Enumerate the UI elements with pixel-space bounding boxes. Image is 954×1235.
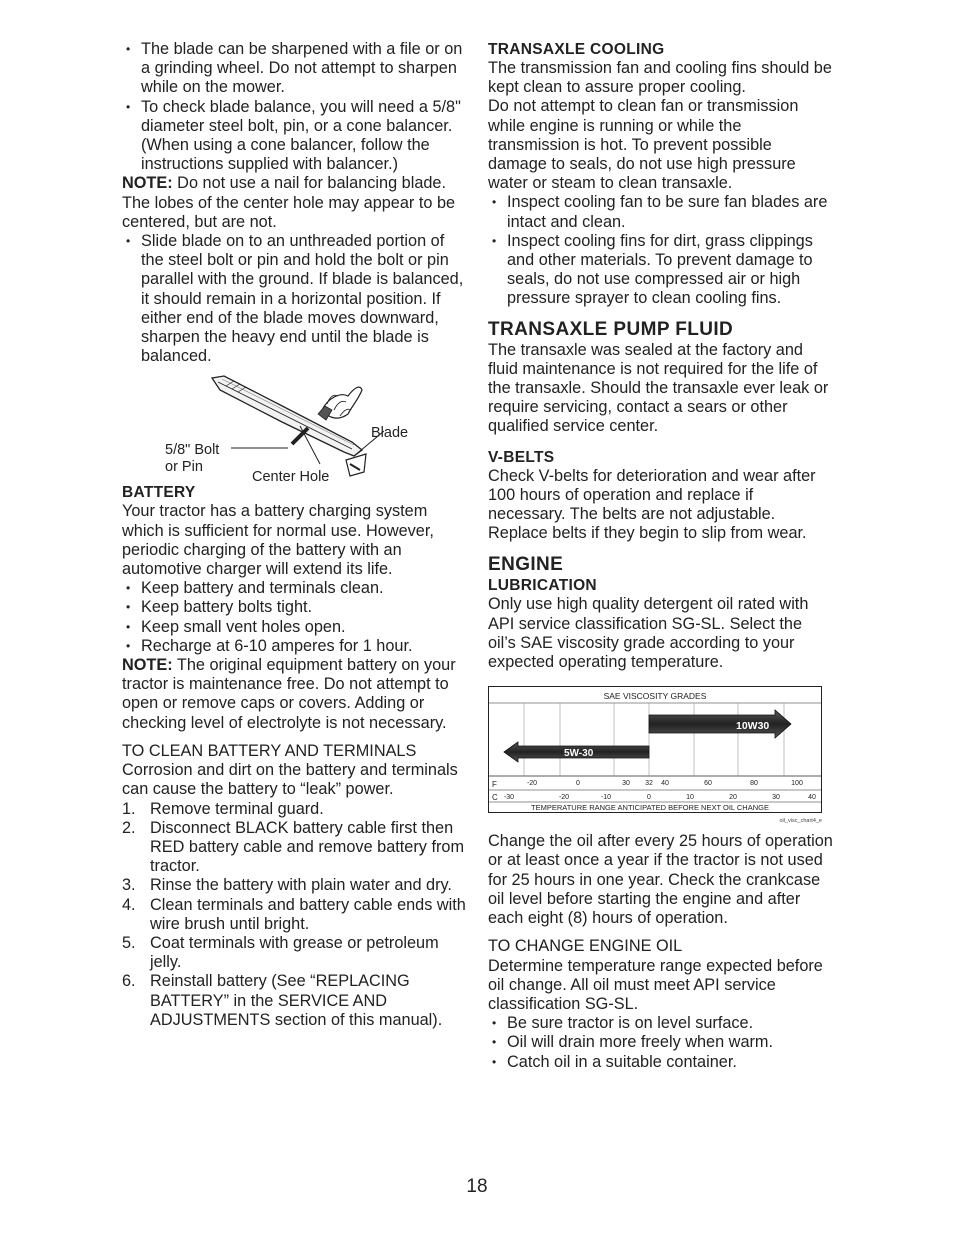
bullet-slide-blade: • Slide blade on to an unthreaded portion of the steel bolt or pin and hold the bolt or pin parallel with the ground. If blade is balanced, it should remain in a horizontal position. If either end of the blade moves downward, sharpen the heavy end until the blade is balanced. [122, 232, 467, 366]
step-number: 3. [122, 876, 136, 895]
note-label: NOTE: [122, 656, 173, 675]
f-tick: -20 [526, 780, 538, 788]
f-tick: 100 [791, 780, 803, 788]
chart-footer: TEMPERATURE RANGE ANTICIPATED BEFORE NEXT OIL CHANGE [531, 803, 769, 813]
c-tick: 40 [808, 794, 816, 802]
blade-illustration [122, 366, 467, 481]
step-number: 6. [122, 972, 136, 991]
clean-step [122, 800, 467, 819]
c-tick: -10 [600, 794, 612, 802]
left-column [122, 40, 467, 1030]
clean-step [122, 972, 467, 1030]
chart-code: oil_visc_chart4_e [779, 818, 822, 825]
battery-bullet: • Keep small vent holes open. [122, 618, 467, 637]
cooling-bullet: • Inspect cooling fan to be sure fan blades are intact and clean. [488, 193, 833, 231]
v-belts-text: Check V-belts for deterioration and wear after 100 hours of operation and replace if necessary. The belts are not adjustable. Replace belts if they begin to slip from wear. [488, 466, 816, 543]
battery-bullet: • Keep battery and terminals clean. [122, 579, 467, 598]
transaxle-cooling-heading: TRANSAXLE COOLING [488, 41, 665, 58]
chart-title: SAE VISCOSITY GRADES [603, 691, 707, 702]
clean-battery-heading: TO CLEAN BATTERY AND TERMINALS [122, 741, 417, 760]
clean-step [122, 896, 467, 934]
note-text: The original equipment battery on your tractor is maintenance free. Do not attempt to open or remove caps or covers. Adding or checking level of electrolyte is not necessary. [122, 656, 456, 732]
cooling-paragraph-2: Do not attempt to clean fan or transmission while engine is running or while the transmission is hot. To prevent possible damage to seals, do not use high pressure water or steam to clean transaxle. [488, 97, 799, 193]
f-tick: 40 [661, 780, 669, 788]
c-tick: 0 [647, 794, 651, 802]
c-tick: 30 [772, 794, 780, 802]
note-balancing [122, 174, 467, 232]
label-pin: or Pin [165, 459, 203, 476]
label-blade: Blade [371, 425, 409, 442]
label-center-hole: Center Hole [252, 469, 330, 482]
oil-change-interval-text: Change the oil after every 25 hours of operation or at least once a year if the tractor is not used for 25 hours in one year. Check the crankcase oil level before starting the engine and after each eight (8) hours of operation. [488, 832, 833, 928]
step-text: Coat terminals with grease or petroleum jelly. [150, 933, 439, 972]
battery-heading: BATTERY [122, 484, 196, 502]
step-number: 4. [122, 895, 136, 914]
engine-heading: ENGINE [488, 554, 564, 576]
battery-text: Your tractor has a battery charging system which is sufficient for normal use. However, periodic charging of the battery with an automotive charger will extend its life. [122, 502, 434, 579]
step-number: 5. [122, 933, 136, 952]
bar-10w30-label: 10W30 [736, 720, 770, 733]
blade-balance-figure [122, 366, 467, 481]
f-tick: 0 [576, 780, 580, 788]
clean-steps-list [122, 800, 467, 1030]
bar-5w30-label: 5W-30 [564, 748, 594, 760]
sae-viscosity-chart [488, 686, 833, 832]
step-number: 2. [122, 818, 136, 837]
oil-bullet: • Catch oil in a suitable container. [488, 1053, 833, 1072]
v-belts-heading: V-BELTS [488, 448, 555, 466]
clean-step [122, 876, 467, 895]
lubrication-heading: LUBRICATION [488, 577, 597, 595]
battery-bullet: • Recharge at 6-10 amperes for 1 hour. [122, 637, 467, 656]
lubrication-text: Only use high quality detergent oil rated with API service classification SG-SL. Select the oil’s SAE viscosity grade according to your expected operating temperature. [488, 595, 809, 672]
step-text: Remove terminal guard. [150, 799, 324, 818]
note-label: NOTE: [122, 174, 173, 193]
f-tick: 32 [645, 780, 653, 788]
pump-fluid-text: The transaxle was sealed at the factory and fluid maintenance is not required for the life of the transaxle. Should the transaxle ever leak or require servicing, contact a sears or other qualified service center. [488, 340, 829, 436]
right-column [488, 40, 833, 1072]
oil-bullet: • Be sure tractor is on level surface. [488, 1014, 833, 1033]
c-tick: 10 [686, 794, 694, 802]
cooling-paragraph-1: The transmission fan and cooling fins should be kept clean to assure proper cooling. [488, 59, 832, 97]
change-oil-text: Determine temperature range expected before oil change. All oil must meet API service classification SG-SL. [488, 956, 823, 1013]
f-tick: 60 [704, 780, 712, 788]
battery-bullet: • Keep battery bolts tight. [122, 598, 467, 617]
step-number: 1. [122, 799, 136, 818]
f-tick: 30 [622, 780, 630, 788]
celsius-label: C [492, 793, 498, 803]
fahrenheit-label: F [492, 780, 497, 790]
clean-step [122, 934, 467, 972]
c-tick: 20 [729, 794, 737, 802]
step-text: Disconnect BLACK battery cable first then RED battery cable and remove battery from tractor. [150, 818, 465, 876]
oil-bullet: • Oil will drain more freely when warm. [488, 1033, 833, 1052]
step-text: Rinse the battery with plain water and dry. [150, 876, 452, 895]
f-tick: 80 [750, 780, 758, 788]
bullet-blade-sharpen: • The blade can be sharpened with a file or on a grinding wheel. Do not attempt to sharpen while on the mower. [122, 40, 467, 98]
viscosity-chart-graphic [488, 686, 833, 832]
step-text: Reinstall battery (See “REPLACING BATTERY” in the SERVICE AND ADJUSTMENTS section of this manual). [150, 972, 443, 1029]
transaxle-pump-fluid-heading: TRANSAXLE PUMP FLUID [488, 318, 734, 340]
c-tick: -30 [503, 794, 515, 802]
change-engine-oil-heading: TO CHANGE ENGINE OIL [488, 937, 683, 956]
clean-battery-text: Corrosion and dirt on the battery and terminals can cause the battery to “leak” power. [122, 761, 458, 799]
note-battery [122, 656, 467, 733]
note-text: Do not use a nail for balancing blade. The lobes of the center hole may appear to be centered, but are not. [122, 174, 456, 231]
cooling-bullet: • Inspect cooling fins for dirt, grass clippings and other materials. To prevent damage to seals, do not use compressed air or high pressure sprayer to clean cooling fins. [488, 232, 833, 309]
bullet-blade-balance: • To check blade balance, you will need a 5/8" diameter steel bolt, pin, or a cone balancer. (When using a cone balancer, follow the instructions supplied with balancer.) [122, 98, 467, 175]
c-tick: -20 [558, 794, 570, 802]
label-bolt: 5/8" Bolt [165, 442, 220, 459]
clean-step [122, 819, 467, 877]
step-text: Clean terminals and battery cable ends with wire brush until bright. [150, 895, 466, 933]
page-number: 18 [466, 1176, 488, 1197]
